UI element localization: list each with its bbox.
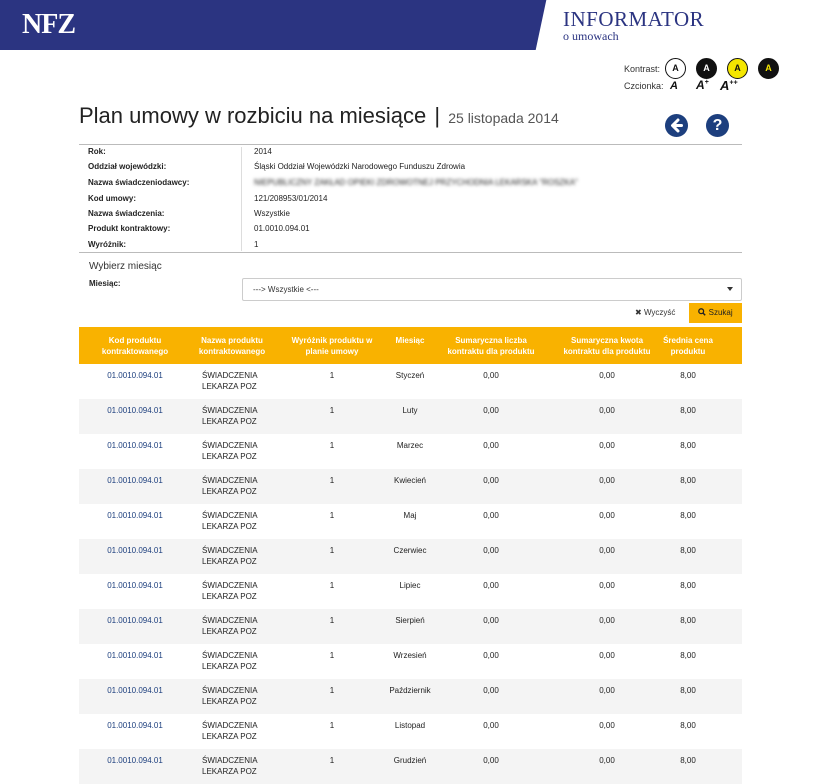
table-row xyxy=(79,714,742,749)
month-cell: Lipiec xyxy=(399,581,421,590)
sum-amount-cell: 0,00 xyxy=(599,476,615,485)
detail-value: 01.0010.094.01 xyxy=(254,224,310,233)
detail-label: Nazwa świadczeniodawcy: xyxy=(88,178,190,187)
avg-price-cell: 8,00 xyxy=(680,546,696,555)
month-cell: Grudzień xyxy=(393,756,427,765)
product-name-cell: ŚWIADCZENIA LEKARZA POZ xyxy=(202,686,258,706)
avg-price-cell: 8,00 xyxy=(680,721,696,730)
table-row xyxy=(79,539,742,574)
sum-amount-cell: 0,00 xyxy=(599,406,615,415)
detail-row xyxy=(79,162,742,178)
product-code-link[interactable]: 01.0010.094.01 xyxy=(107,476,163,485)
detail-value: 121/208953/01/2014 xyxy=(254,194,328,203)
distinction-cell: 1 xyxy=(329,686,335,695)
question-circle-icon: ? xyxy=(712,117,723,134)
distinction-cell: 1 xyxy=(329,406,335,415)
month-cell: Sierpień xyxy=(395,616,425,625)
brand-title: INFORMATOR xyxy=(563,7,705,31)
table-row xyxy=(79,679,742,714)
month-cell: Październik xyxy=(389,686,431,695)
divider xyxy=(79,144,742,145)
clear-button[interactable] xyxy=(635,308,675,317)
font-larger-button[interactable]: A+ xyxy=(696,78,709,92)
avg-price-cell: 8,00 xyxy=(680,511,696,520)
brand-subtitle: o umowach xyxy=(563,29,619,43)
sum-amount-cell: 0,00 xyxy=(599,651,615,660)
detail-row xyxy=(79,224,742,240)
detail-row xyxy=(79,209,742,225)
detail-label: Wyróżnik: xyxy=(88,240,127,249)
detail-value: NIEPUBLICZNY ZAKŁAD OPIEKI ZDROWOTNEJ PRZYCHODNIA LEKARSKA "ROSZKA" xyxy=(254,178,578,187)
clear-label: Wyczyść xyxy=(643,308,676,317)
month-cell: Marzec xyxy=(396,441,424,450)
contrast-default-button[interactable]: A xyxy=(665,58,686,79)
col-avg-price-header[interactable]: Średnia cena produktu xyxy=(663,336,713,356)
month-cell: Czerwiec xyxy=(393,546,427,555)
avg-price-cell: 8,00 xyxy=(680,616,696,625)
sum-amount-cell: 0,00 xyxy=(599,616,615,625)
detail-row xyxy=(79,194,742,210)
sum-count-cell: 0,00 xyxy=(483,581,499,590)
detail-label: Produkt kontraktowy: xyxy=(88,224,171,233)
sum-count-cell: 0,00 xyxy=(483,651,499,660)
sum-count-cell: 0,00 xyxy=(483,721,499,730)
avg-price-cell: 8,00 xyxy=(680,581,696,590)
sum-amount-cell: 0,00 xyxy=(599,546,615,555)
distinction-cell: 1 xyxy=(329,441,335,450)
product-name-cell: ŚWIADCZENIA LEKARZA POZ xyxy=(202,581,258,601)
sum-amount-cell: 0,00 xyxy=(599,756,615,765)
product-code-link[interactable]: 01.0010.094.01 xyxy=(107,406,163,415)
sum-amount-cell: 0,00 xyxy=(599,686,615,695)
detail-value: 2014 xyxy=(254,147,272,156)
product-code-link[interactable]: 01.0010.094.01 xyxy=(107,721,163,730)
back-button[interactable] xyxy=(665,114,688,137)
table-row xyxy=(79,364,742,399)
page-title xyxy=(79,103,559,129)
distinction-cell: 1 xyxy=(329,651,335,660)
detail-value: 1 xyxy=(254,240,259,249)
search-label: Szukaj xyxy=(708,308,733,317)
avg-price-cell: 8,00 xyxy=(680,371,696,380)
font-size-label: Czcionka: xyxy=(624,81,664,91)
detail-value: Śląski Oddział Wojewódzki Narodowego Funduszu Zdrowia xyxy=(254,162,466,171)
product-name-cell: ŚWIADCZENIA LEKARZA POZ xyxy=(202,511,258,531)
product-code-link[interactable]: 01.0010.094.01 xyxy=(107,686,163,695)
magnifier-icon xyxy=(698,308,706,316)
distinction-cell: 1 xyxy=(329,546,335,555)
product-name-cell: ŚWIADCZENIA LEKARZA POZ xyxy=(202,651,258,671)
detail-label: Oddział wojewódzki: xyxy=(88,162,167,171)
product-code-link[interactable]: 01.0010.094.01 xyxy=(107,546,163,555)
table-row xyxy=(79,434,742,469)
product-name-cell: ŚWIADCZENIA LEKARZA POZ xyxy=(202,616,258,636)
sum-count-cell: 0,00 xyxy=(483,686,499,695)
sum-amount-cell: 0,00 xyxy=(599,581,615,590)
table-row xyxy=(79,469,742,504)
distinction-cell: 1 xyxy=(329,721,335,730)
product-code-link[interactable]: 01.0010.094.01 xyxy=(107,616,163,625)
product-code-link[interactable]: 01.0010.094.01 xyxy=(107,511,163,520)
month-select-value: ---> Wszystkie <--- xyxy=(253,285,319,294)
avg-price-cell: 8,00 xyxy=(680,476,696,485)
avg-price-cell: 8,00 xyxy=(680,756,696,765)
sum-amount-cell: 0,00 xyxy=(599,371,615,380)
sum-count-cell: 0,00 xyxy=(483,511,499,520)
distinction-cell: 1 xyxy=(329,371,335,380)
detail-row xyxy=(79,147,742,163)
product-code-link[interactable]: 01.0010.094.01 xyxy=(107,371,163,380)
chevron-down-icon xyxy=(727,287,733,291)
distinction-cell: 1 xyxy=(329,616,335,625)
contrast-black-button[interactable]: A xyxy=(696,58,717,79)
page-title-text: Plan umowy w rozbiciu na miesiące xyxy=(79,103,427,128)
product-code-link[interactable]: 01.0010.094.01 xyxy=(107,441,163,450)
detail-row xyxy=(79,178,742,194)
product-name-cell: ŚWIADCZENIA LEKARZA POZ xyxy=(202,476,258,496)
month-select[interactable] xyxy=(242,278,742,301)
table-row xyxy=(79,749,742,784)
font-normal-button[interactable]: A xyxy=(670,80,678,92)
avg-price-cell: 8,00 xyxy=(680,651,696,660)
detail-label: Kod umowy: xyxy=(88,194,136,203)
table-row xyxy=(79,644,742,679)
arrow-left-circle-icon xyxy=(665,114,688,137)
distinction-cell: 1 xyxy=(329,756,335,765)
col-sum-amount-header[interactable]: Sumaryczna kwota kontraktu dla produktu xyxy=(563,336,651,356)
font-largest-button[interactable]: A++ xyxy=(720,78,738,93)
product-name-cell: ŚWIADCZENIA LEKARZA POZ xyxy=(202,371,258,391)
title-separator: | xyxy=(434,103,441,128)
page-date: 25 listopada 2014 xyxy=(448,110,559,126)
sum-count-cell: 0,00 xyxy=(483,756,499,765)
distinction-cell: 1 xyxy=(329,476,335,485)
month-cell: Wrzesień xyxy=(393,651,427,660)
sum-count-cell: 0,00 xyxy=(483,441,499,450)
product-code-link[interactable]: 01.0010.094.01 xyxy=(107,756,163,765)
avg-price-cell: 8,00 xyxy=(680,686,696,695)
sum-amount-cell: 0,00 xyxy=(599,511,615,520)
x-icon: ✖ xyxy=(635,308,642,317)
product-name-cell: ŚWIADCZENIA LEKARZA POZ xyxy=(202,721,258,741)
help-button[interactable] xyxy=(706,114,729,137)
contrast-black-yellow-button[interactable]: A xyxy=(758,58,779,79)
choose-month-heading: Wybierz miesiąc xyxy=(89,261,162,272)
table-row xyxy=(79,399,742,434)
table-header xyxy=(79,327,742,364)
col-distinction-header[interactable]: Wyróżnik produktu w planie umowy xyxy=(291,336,373,356)
product-name-cell: ŚWIADCZENIA LEKARZA POZ xyxy=(202,406,258,426)
month-label: Miesiąc: xyxy=(89,279,121,288)
detail-value: Wszystkie xyxy=(254,209,290,218)
product-name-cell: ŚWIADCZENIA LEKARZA POZ xyxy=(202,756,258,776)
detail-label: Nazwa świadczenia: xyxy=(88,209,165,218)
sum-amount-cell: 0,00 xyxy=(599,721,615,730)
col-product-name-header[interactable]: Nazwa produktu kontraktowanego xyxy=(198,336,266,356)
informator-brand[interactable] xyxy=(547,0,819,50)
month-cell: Styczeń xyxy=(395,371,425,380)
col-month-header[interactable]: Miesiąc xyxy=(395,336,425,345)
search-button[interactable] xyxy=(689,303,742,323)
col-product-code-header[interactable]: Kod produktu kontraktowanego xyxy=(101,336,169,356)
nfz-logo[interactable]: NFZ xyxy=(22,9,75,40)
contrast-yellow-button[interactable]: A xyxy=(727,58,748,79)
month-cell: Listopad xyxy=(394,721,426,730)
detail-row xyxy=(79,240,742,256)
table-row xyxy=(79,609,742,644)
avg-price-cell: 8,00 xyxy=(680,441,696,450)
col-sum-count-header[interactable]: Sumaryczna liczba kontraktu dla produktu xyxy=(447,336,535,356)
product-code-link[interactable]: 01.0010.094.01 xyxy=(107,581,163,590)
month-cell: Luty xyxy=(402,406,418,415)
sum-count-cell: 0,00 xyxy=(483,616,499,625)
table-row xyxy=(79,504,742,539)
table-row xyxy=(79,574,742,609)
product-name-cell: ŚWIADCZENIA LEKARZA POZ xyxy=(202,546,258,566)
sum-count-cell: 0,00 xyxy=(483,546,499,555)
sum-count-cell: 0,00 xyxy=(483,406,499,415)
sum-count-cell: 0,00 xyxy=(483,476,499,485)
sum-count-cell: 0,00 xyxy=(483,371,499,380)
contrast-label: Kontrast: xyxy=(624,64,661,74)
product-name-cell: ŚWIADCZENIA LEKARZA POZ xyxy=(202,441,258,461)
distinction-cell: 1 xyxy=(329,511,335,520)
sum-amount-cell: 0,00 xyxy=(599,441,615,450)
month-cell: Maj xyxy=(403,511,417,520)
product-code-link[interactable]: 01.0010.094.01 xyxy=(107,651,163,660)
avg-price-cell: 8,00 xyxy=(680,406,696,415)
distinction-cell: 1 xyxy=(329,581,335,590)
detail-label: Rok: xyxy=(88,147,106,156)
month-cell: Kwiecień xyxy=(393,476,426,485)
divider xyxy=(79,252,742,253)
